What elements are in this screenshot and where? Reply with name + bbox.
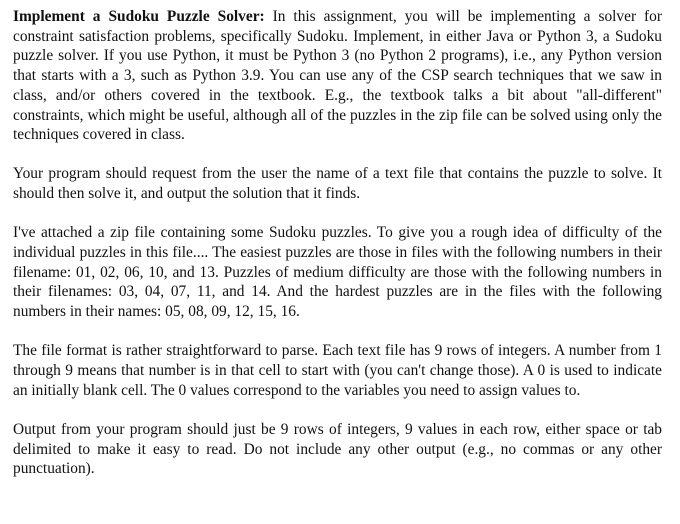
program-input-paragraph: Your program should request from the user the name of a text file that contains the puzzle to solve. It should then solve it, and output the solution that it finds. [13,165,662,203]
output-format-paragraph: Output from your program should just be 9 rows of integers, 9 values in each row, either space or tab delimited to make it easy to read. Do not include any other output (e.g., no commas or any other punctuation). [13,420,662,478]
intro-text: In this assignment, you will be implementing a solver for constraint satisfaction problems, specifically Sudoku. Implement, in either Java or Python 3, a Sudoku puzzle solver. If you use Python, it must be Python 3 (no Python 2 programs), i.e., any Python version that starts with a 3, such as Python 3.9. You can use any of the CSP search techniques that we saw in class, and/or others covered in the textbook. E.g., the textbook talks a bit about "all-different" constraints, which might be useful, although all of the puzzles in the zip file can be solved using only the techniques covered in class. [13,8,663,144]
assignment-heading: Implement a Sudoku Puzzle Solver: [13,8,265,25]
puzzle-difficulty-paragraph: I've attached a zip file containing some Sudoku puzzles. To give you a rough idea of difficulty of the individual puzzles in this file.... The easiest puzzles are those in files with the following numbers in their filename: 01, 02, 06, 10, and 13. Puzzles of medium difficulty are those with the following numbers in their filenames: 03, 04, 07, 11, and 14. And the hardest puzzles are in the files with the following numbers in their names: 05, 08, 09, 12, 15, 16. [13,224,662,321]
file-format-paragraph: The file format is rather straightforward to parse. Each text file has 9 rows of integers. A number from 1 through 9 means that number is in that cell to start with (you can't change those). A 0 is used to indicate an initially blank cell. The 0 values correspond to the variables you need to assign values to. [13,342,662,399]
intro-paragraph [13,7,662,145]
